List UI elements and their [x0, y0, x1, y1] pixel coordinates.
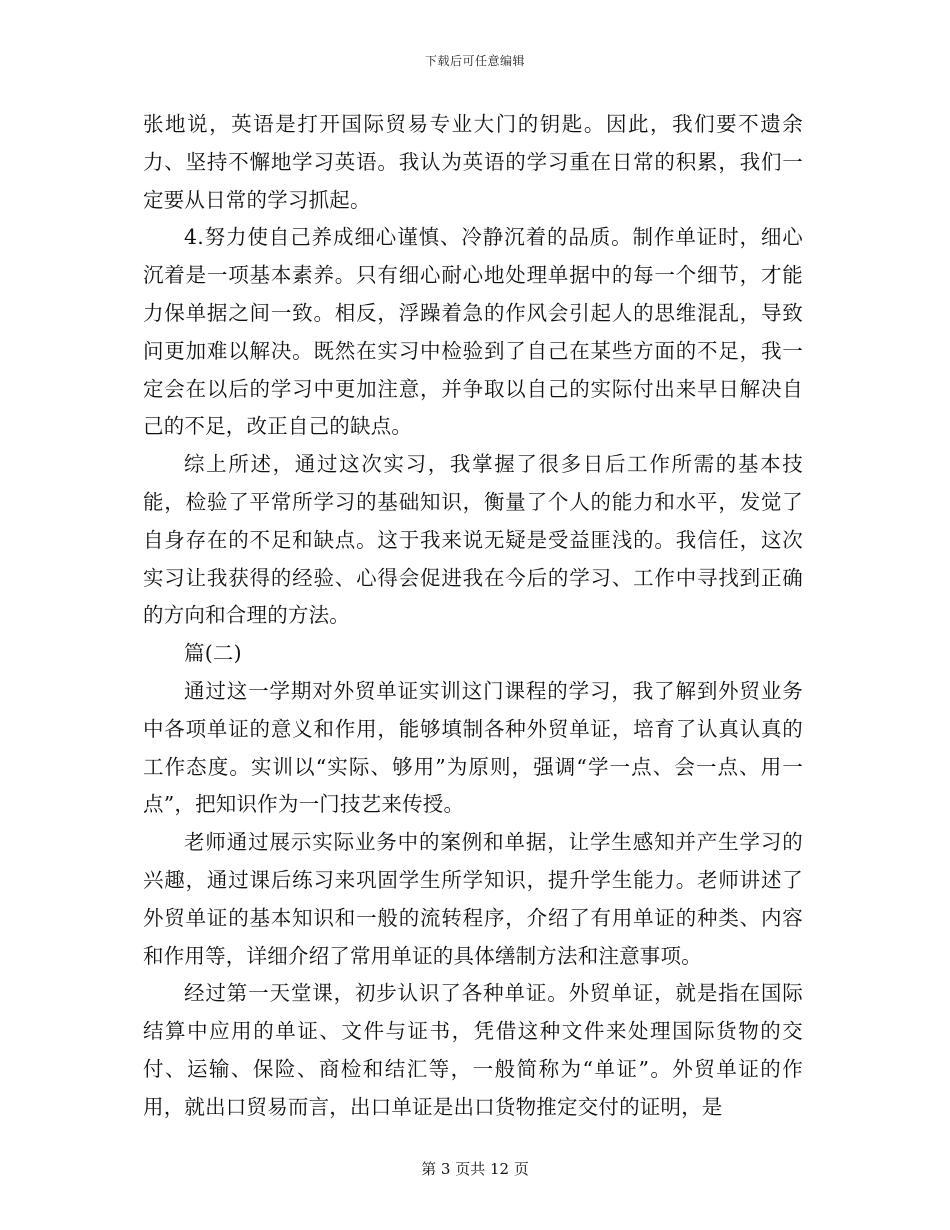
page-number: 第 3 页共 12 页 — [421, 1160, 529, 1178]
paragraph-teacher: 老师通过展示实际业务中的案例和单据，让学生感知并产生学习的兴趣，通过课后练习来巩固学生所学知识，提升学生能力。老师讲述了外贸单证的基本知识和一般的流转程序，介绍了有用单证的种类、内容和作用等，详细介绍了常用单证的具体缮制方法和注意事项。 — [143, 830, 803, 968]
paragraph-intro: 通过这一学期对外贸单证实训这门课程的学习，我了解到外贸业务中各项单证的意义和作用，能够填制各种外贸单证，培育了认真认真的工作态度。实训以“实际、够用”为原则，强调“学一点、会一点、用一点”，把知识作为一门技艺来传授。 — [143, 678, 803, 817]
document-body — [143, 106, 803, 1127]
paragraph-point-4: 4.努力使自己养成细心谨慎、冷静沉着的品质。制作单证时，细心沉着是一项基本素养。只有细心耐心地处理单据中的每一个细节，才能力保单据之间一致。相反，浮躁着急的作风会引起人的思维混乱，导致问更加难以解决。既然在实习中检验到了自己在某些方面的不足，我一定会在以后的学习中更加注意，并争取以自己的实际付出来早日解决自己的不足，改正自己的缺点。 — [143, 225, 803, 439]
page-header: 下载后可任意编辑 — [424, 54, 525, 68]
paragraph-continuation: 张地说，英语是打开国际贸易专业大门的钥匙。因此，我们要不遗余力、坚持不懈地学习英语。我认为英语的学习重在日常的积累，我们一定要从日常的学习抓起。 — [143, 112, 803, 212]
paragraph-first-class: 经过第一天堂课，初步认识了各种单证。外贸单证，就是指在国际结算中应用的单证、文件与证书，凭借这种文件来处理国际货物的交付、运输、保险、商检和结汇等，一般简称为“单证”。外贸单证的作用，就出口贸易而言，出口单证是出口货物推定交付的证明，是 — [143, 981, 803, 1119]
paragraph-summary: 综上所述，通过这次实习，我掌握了很多日后工作所需的基本技能，检验了平常所学习的基础知识，衡量了个人的能力和水平，发觉了自身存在的不足和缺点。这于我来说无疑是受益匪浅的。我信任，这次实习让我获得的经验、心得会促进我在今后的学习、工作中寻找到正确的方向和合理的方法。 — [143, 452, 803, 628]
section-heading: 篇(二) — [184, 641, 242, 666]
